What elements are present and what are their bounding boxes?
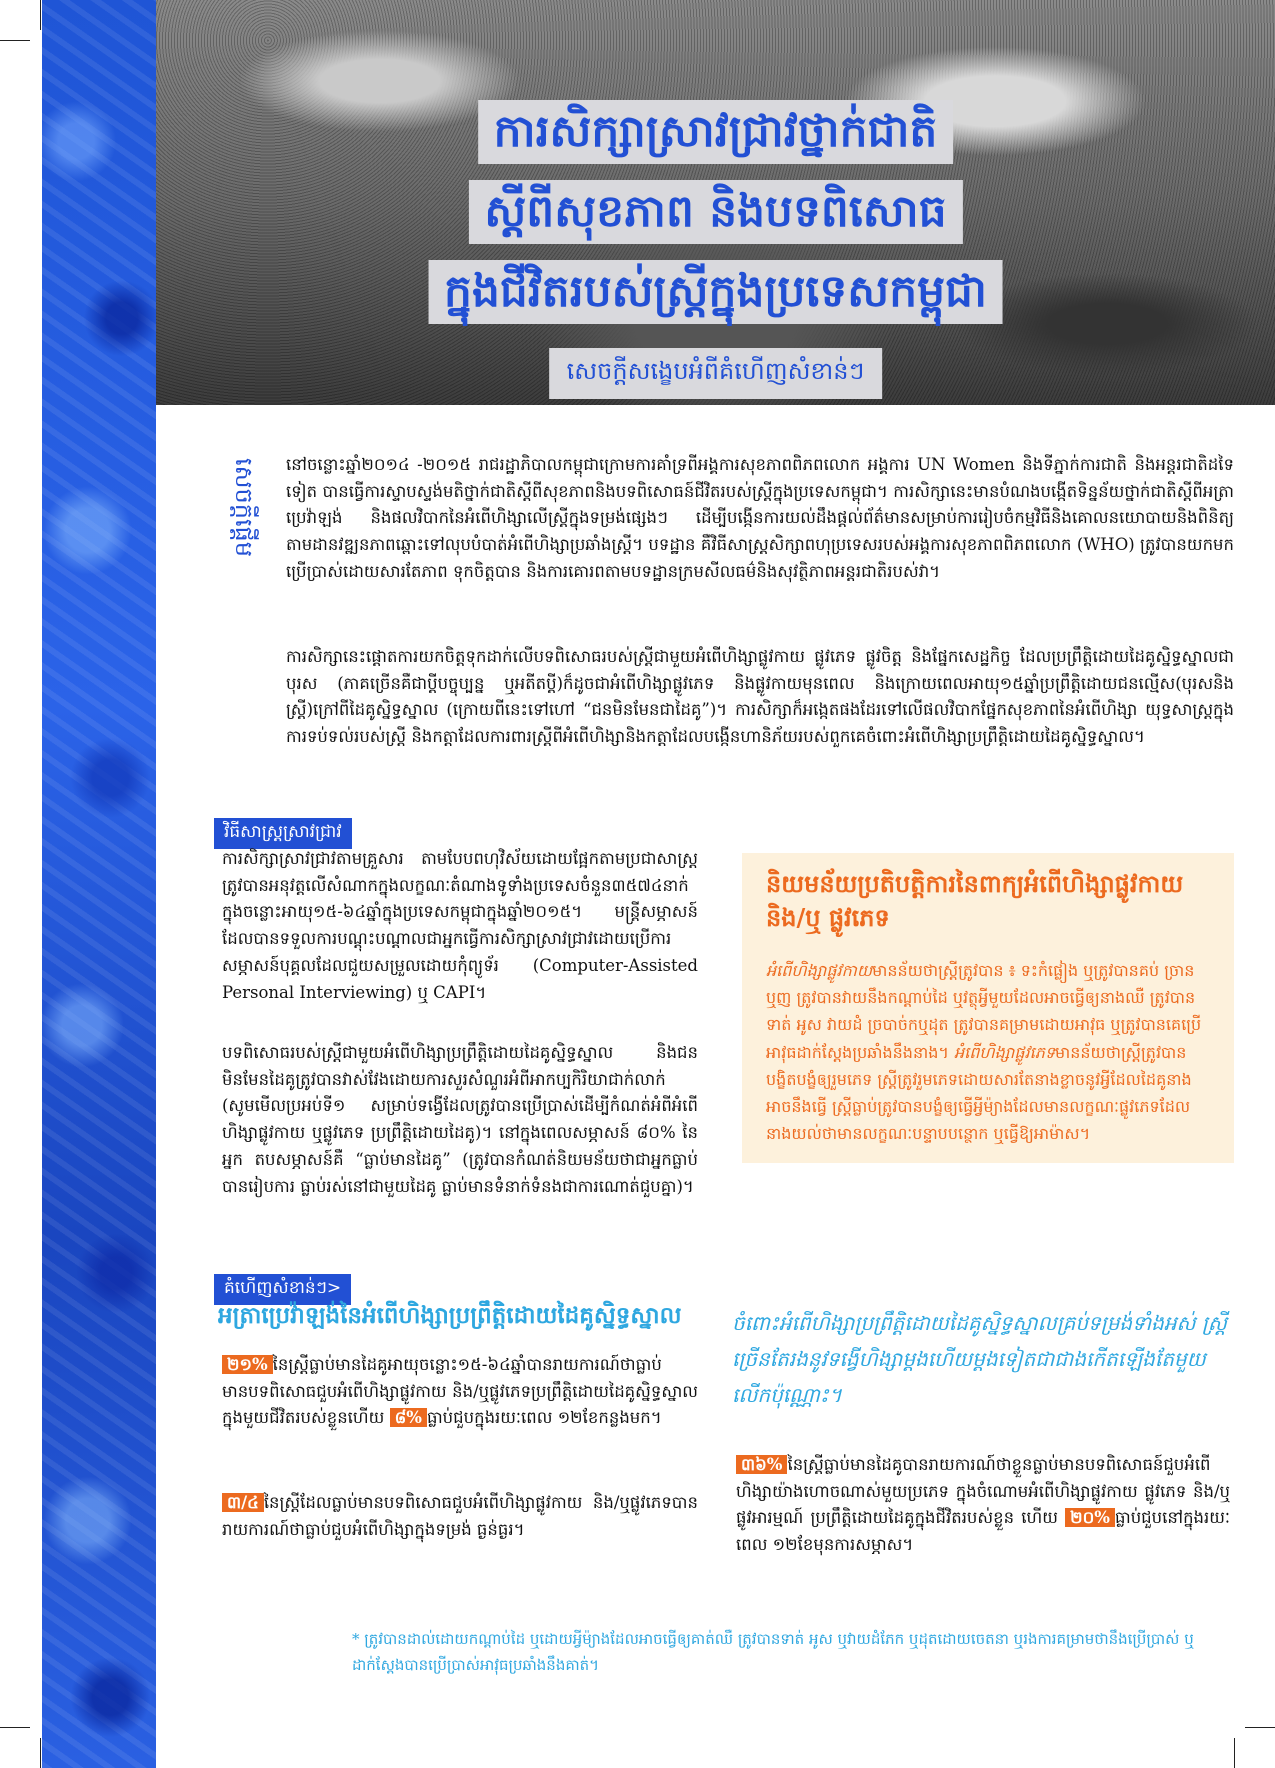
text-sexual: មានន័យថាស្ត្រីត្រូវបានបង្ខិតបង្ខំឲ្យរួមភេទ ស្ត្រីត្រូវរួមភេទដោយសារតែនាងខ្លាចនូវអ្វីដែលដៃគូនាងអាចនឹងធ្វើ ស្ត្រីធ្លាប់ត្រូវបានបង្ខំឲ្យធ្វើអ្វីម៉្យាងដែលមានលក្ខណៈផ្លូវភេទដែលនាងយល់ថាមានលក្ខណៈបន្ទាបបន្ថោក ឬធ្វើឱ្យអាម៉ាស។: [766, 1042, 1192, 1144]
key-findings-tag: គំហើញសំខាន់ៗ>: [214, 1274, 351, 1305]
text-physical: មានន័យថាស្ត្រីត្រូវបាន ៖ ទះកំផ្លៀង ឬត្រូវបានគប់ ច្រាន ឬញ ត្រូវបានវាយនឹងកណ្តាប់ដៃ ឬវត្ថុអ្វីមួយដែលអាចធ្វើឲ្យនាងឈឺ ត្រូវបានទាត់ អូស វាយដំ ច្របាច់កឬដុត ត្រូវបានគម្រាមដោយអាវុធ ឬត្រូវបានគេប្រើអាវុធដាក់ស្តែងប្រឆាំងនឹងនាង។: [766, 961, 1202, 1062]
methodology-tag: វិធីសាស្ត្រស្រាវជ្រាវ: [214, 818, 352, 849]
footnote: * ត្រូវបានដាល់ដោយកណ្តាប់ដៃ ឬដោយអ្វីម៉្យាងដែលអាចធ្វើឲ្យគាត់ឈឺ ត្រូវបានទាត់ អូស ឬវាយដំភែក ឬដុតដោយចេតនា ឬរងការគម្រាមថានឹងប្រើប្រាស់ ឬដាក់ស្តែងបានប្រើប្រាស់អាវុធប្រឆាំងនឹងគាត់។: [352, 1630, 1194, 1674]
title-line-2: ស្តីពីសុខភាព និងបទពិសោធ: [468, 180, 962, 244]
term-physical: អំពើហិង្សាផ្លូវកាយ: [766, 961, 873, 980]
title-line-1: ការសិក្សាស្រាវជ្រាវថ្នាក់ជាតិ: [478, 100, 954, 164]
intro-paragraph-2: ការសិក្សានេះផ្តោតការយកចិត្តទុកដាក់លើបទពិសោធរបស់ស្ត្រីជាមួយអំពើហិង្សាផ្លូវកាយ ផ្លូវភេទ ផ្លូវចិត្ត និងផ្នែកសេដ្ឋកិច្ច ដែលប្រព្រឹត្តិដោយដៃគូស្និទ្ធស្នាលជាបុរស (ភាគច្រើនគឺជាប្តីបច្ចុប្បន្ន ឬអតីតប្តី)ក៏ដូចជាអំពើហិង្សាផ្លូវភេទ និងផ្លូវកាយមុនពេល និងក្រោយពេលអាយុ១៥ឆ្នាំប្រព្រឹត្តិដោយជនល្មើស(បុរសនិងស្ត្រី)ក្រៅពីដៃគូស្និទ្ធស្នាល (ក្រោយពីនេះទៅហៅ “ជនមិនមែនជាដៃគូ”)។ ការសិក្សាក៏អង្កេតផងដែរទៅលើផលវិបាកផ្នែកសុខភាពនៃអំពើហិង្សា យុទ្ធសាស្ត្រក្នុងការទប់ទល់របស់ស្ត្រី និងកត្តាដែលការពារស្ត្រីពីអំពើហិង្សានិងកត្តាដែលបង្កើនហានិភ័យរបស់ពួកគេចំពោះអំពើហិង្សាប្រព្រឹត្តិដោយដៃគូស្និទ្ធស្នាល។: [286, 647, 1234, 747]
decorative-sidebar: [42, 0, 156, 1768]
methodology-paragraph-1: ការសិក្សាស្រាវជ្រាវតាមគ្រួសារ តាមបែបពហុវិស័យដោយផ្អែកតាមប្រជាសាស្ត្រត្រូវបានអនុវត្តលើសំណាកក្នុងលក្ខណៈតំណាងទូទាំងប្រទេសចំនួន៣៥៧៤នាក់ ក្នុងចន្លោះអាយុ១៥-៦៤ឆ្នាំក្នុងប្រទេសកម្ពុជាក្នុងឆ្នាំ២០១៥។ មន្ត្រីសម្ភាសន៍ដែលបានទទួលការបណ្តុះបណ្តាលជាអ្នកធ្វើការសិក្សាស្រាវជ្រាវដោយប្រើការសម្ភាសន៍បុគ្គលដែលជួយសម្រួលដោយកុំព្យូទ័រ (Computer-Assisted Personal Interviewing) ឬ CAPI។: [222, 849, 698, 1002]
crop-mark: [1245, 1727, 1275, 1728]
finding-3: [736, 1452, 1230, 1559]
finding-3-pct-a: ៣៦%: [736, 1455, 787, 1474]
crop-mark: [1234, 1738, 1235, 1768]
finding-1-text-b: ធ្លាប់ជួបក្នុងរយៈពេល ១២ខែកន្លងមក។: [426, 1408, 662, 1428]
finding-3-text-a: នៃស្ត្រីធ្លាប់មានដៃគូបានរាយការណ៍ថាខ្លួនធ្លាប់មានបទពិសោធន៍ជួបអំពើហិង្សាយ៉ាងហោចណាស់មួយប្រភេទ ក្នុងចំណោមអំពើហិង្សាផ្លូវកាយ ផ្លូវភេទ និង/ឬផ្លូវអារម្មណ៍ ប្រព្រឹត្តិដោយដៃគូក្នុងជីវិតរបស់ខ្លួន ហើយ: [736, 1455, 1230, 1528]
term-sexual: អំពើហិង្សាផ្លូវភេទ: [953, 1042, 1055, 1062]
finding-3-pct-b: ២០%: [1065, 1508, 1115, 1527]
finding-1-text-a: នៃស្ត្រីធ្លាប់មានដៃគូអាយុចន្លោះ១៥-៦៤ឆ្នាំបានរាយការណ៍ថាធ្លាប់មានបទពិសោធជួបអំពើហិង្សាផ្លូវកាយ និង/ឬផ្លូវភេទប្រព្រឹត្តិដោយដៃគូស្និទ្ធស្នាលក្នុងមួយជីវិតរបស់ខ្លួនហើយ: [222, 1355, 698, 1428]
header-photo: [156, 0, 1275, 405]
finding-1: [222, 1352, 698, 1432]
definitions-body: [766, 957, 1206, 1147]
crop-mark: [40, 0, 41, 30]
finding-2-text: នៃស្ត្រីដែលធ្លាប់មានបទពិសោធជួបអំពើហិង្សាផ្លូវកាយ និង/ឬផ្លូវភេទបានរាយការណ៍ថាធ្លាប់ជួបអំពើហិង្សាក្នុងទម្រង់ ធ្ងន់ធ្ងរ។: [222, 1493, 698, 1539]
title-line-3: ក្នុងជីវិតរបស់ស្ត្រីក្នុងប្រទេសកម្ពុជា: [428, 260, 1003, 324]
methodology-paragraph-2: បទពិសោធរបស់ស្ត្រីជាមួយអំពើហិង្សាប្រព្រឹត្តិដោយដៃគូស្និទ្ធស្នាល និងជនមិនមែនដៃគូត្រូវបានវាស់វែងដោយការសួរសំណួរអំពីអាកប្បកិរិយាជាក់លាក់ (សូមមើលប្រអប់ទី១ សម្រាប់ទង្វើដែលត្រូវបានប្រើប្រាស់ដើម្បីកំណត់អំពីអំពើហិង្សាផ្លូវកាយ ឬផ្លូវភេទ ប្រព្រឹត្តិដោយដៃគូ)។ នៅក្នុងពេលសម្ភាសន៍ ៨០% នៃអ្នក តបសម្ភាសន៍គឺ “ធ្លាប់មានដៃគូ” (ត្រូវបានកំណត់និយមន័យថាជាអ្នកធ្លាប់បានរៀបការ ធ្លាប់រស់នៅជាមួយដៃគូ ធ្លាប់មានទំនាក់ទំនងជាការណោត់ជួបគ្នា)។: [222, 1043, 698, 1196]
definitions-title: និយមន័យប្រតិបត្តិការនៃពាក្យអំពើហិង្សាផ្លូវកាយ និង/ឬ ផ្លូវភេទ: [766, 869, 1184, 932]
definitions-box: [742, 853, 1234, 1163]
intro-label: សេចក្តីផ្តើម: [230, 458, 258, 558]
finding-2: [222, 1490, 698, 1543]
finding-1-pct-a: ២១%: [222, 1355, 273, 1374]
crop-mark: [0, 1727, 30, 1728]
finding-2-pct: ៣/៤: [222, 1493, 264, 1512]
key-findings-heading: អត្រាប្រេវ៉ាឡង់នៃអំពើហិង្សាប្រព្រឹត្តិដោយដៃគូស្និទ្ធស្នាល: [218, 1302, 682, 1329]
crop-mark: [0, 40, 30, 41]
finding-3-text-b: ធ្លាប់ជួបនៅក្នុងរយៈពេល ១២ខែមុនការសម្ភាស។: [736, 1508, 1230, 1555]
crop-mark: [40, 1738, 41, 1768]
intro-paragraph-1: នៅចន្លោះឆ្នាំ២០១៤ -២០១៥ រាជរដ្ឋាភិបាលកម្ពុជាក្រោមការគាំទ្រពីអង្គការសុខភាពពិភពលោក អង្គការ UN Women និងទីភ្នាក់ការជាតិ និងអន្តរជាតិដទៃទៀត បានធ្វើការស្ទាបស្ទង់មតិថ្នាក់ជាតិស្តីពីសុខភាពនិងបទពិសោធន៍ជីវិតរបស់ស្ត្រីក្នុងប្រទេសកម្ពុជា។ ការសិក្សានេះមានបំណងបង្កើតទិន្នន័យថ្នាក់ជាតិស្តីពីអត្រាប្រេវ៉ាឡង់ និងផលវិបាកនៃអំពើហិង្សាលើស្ត្រីក្នុងទម្រង់ផ្សេងៗ ដើម្បីបង្កើនការយល់ដឹងផ្តល់ព័ត៌មានសម្រាប់ការរៀបចំកម្មវិធីនិងគោលនយោបាយនិងពិនិត្យតាមដានវឌ្ឍនភាពឆ្ពោះទៅលុបបំបាត់អំពើហិង្សាប្រឆាំងស្ត្រី។ បទដ្ឋាន គឺវិធីសាស្ត្រសិក្សាពហុប្រទេសរបស់អង្គការសុខភាពពិភពលោក (WHO) ត្រូវបានយកមកប្រើប្រាស់ដោយសារតែភាព ទុកចិត្តបាន និងការគោរពតាមបទដ្ឋានក្រមសីលធម៌និងសុវត្ថិភាពអន្តរជាតិរបស់វា។: [286, 455, 1234, 581]
subtitle: សេចក្តីសង្ខេបអំពីគំហើញសំខាន់ៗ: [549, 348, 883, 399]
key-quote: ចំពោះអំពើហិង្សាប្រព្រឹត្តិដោយដៃគូស្និទ្ធស្នាលគ្រប់ទម្រង់ទាំងអស់ ស្ត្រីច្រើនតែរងនូវទង្វើហិង្សាម្តងហើយម្តងទៀតជាជាងកើតឡើងតែមួយលើកប៉ុណ្ណោះ។: [732, 1311, 1227, 1407]
finding-1-pct-b: ៨%: [390, 1408, 427, 1427]
